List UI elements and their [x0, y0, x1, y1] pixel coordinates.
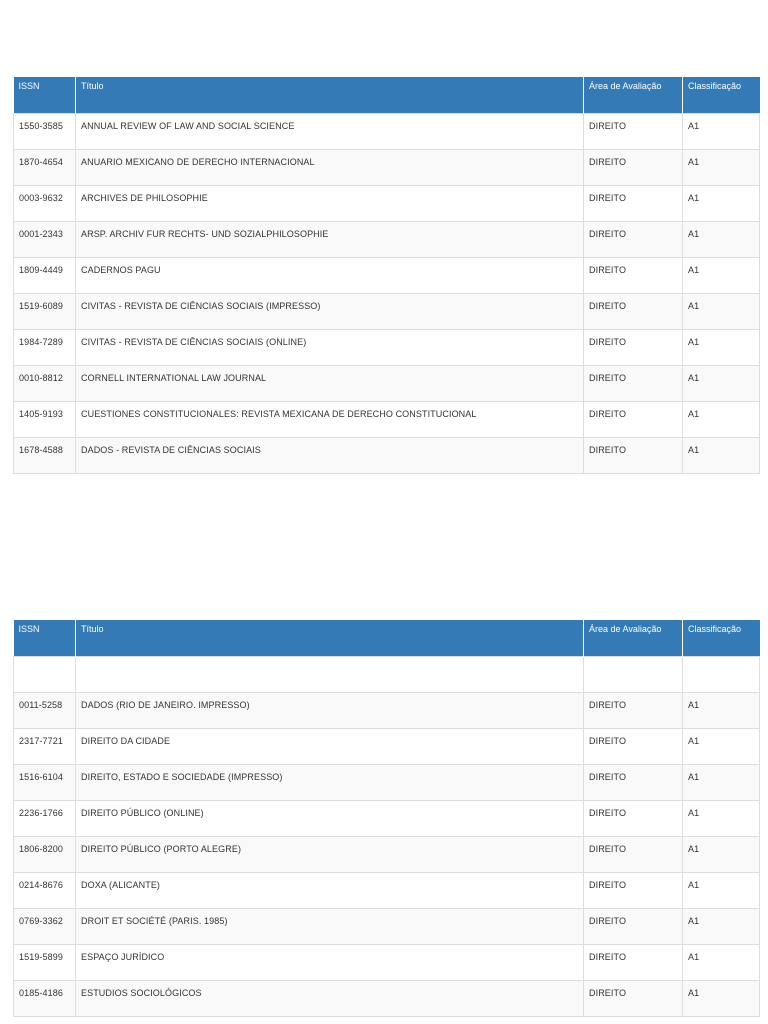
table-row[interactable] — [14, 800, 760, 836]
table-row[interactable] — [14, 872, 760, 908]
cell-issn: 1806-8200 — [14, 836, 76, 872]
cell-area: DIREITO — [584, 257, 683, 293]
cell-area: DIREITO — [584, 365, 683, 401]
cell-titulo: ANNUAL REVIEW OF LAW AND SOCIAL SCIENCE — [76, 113, 584, 149]
cell-area: DIREITO — [584, 401, 683, 437]
table-body — [14, 113, 760, 473]
column-header-area[interactable]: Área de Avaliação — [584, 77, 683, 113]
cell-titulo: DIREITO DA CIDADE — [76, 728, 584, 764]
table-body — [14, 656, 760, 1016]
table-row[interactable] — [14, 221, 760, 257]
cell-classificacao: A1 — [683, 800, 760, 836]
cell-issn: 1550-3585 — [14, 113, 76, 149]
cell-issn: 1809-4449 — [14, 257, 76, 293]
column-header-issn[interactable]: ISSN — [14, 77, 76, 113]
cell-classificacao: A1 — [683, 836, 760, 872]
cell-titulo: ESPAÇO JURÍDICO — [76, 944, 584, 980]
cell-titulo: DADOS - REVISTA DE CIÊNCIAS SOCIAIS — [76, 437, 584, 473]
cell-classificacao: A1 — [683, 329, 760, 365]
table-row[interactable] — [14, 293, 760, 329]
table-row[interactable] — [14, 149, 760, 185]
cell-titulo — [76, 656, 584, 692]
table-row[interactable] — [14, 185, 760, 221]
cell-area: DIREITO — [584, 221, 683, 257]
column-header-titulo[interactable]: Título — [76, 77, 584, 113]
cell-issn: 2236-1766 — [14, 800, 76, 836]
table-row[interactable] — [14, 836, 760, 872]
column-header-titulo[interactable]: Título — [76, 620, 584, 656]
cell-issn: 0214-8676 — [14, 872, 76, 908]
cell-area: DIREITO — [584, 293, 683, 329]
cell-area: DIREITO — [584, 764, 683, 800]
cell-area: DIREITO — [584, 872, 683, 908]
table-row[interactable] — [14, 113, 760, 149]
table-row[interactable] — [14, 908, 760, 944]
cell-classificacao: A1 — [683, 257, 760, 293]
cell-issn: 0010-8812 — [14, 365, 76, 401]
cell-titulo: DROIT ET SOCIÉTÉ (PARIS. 1985) — [76, 908, 584, 944]
cell-titulo: CADERNOS PAGU — [76, 257, 584, 293]
cell-classificacao: A1 — [683, 221, 760, 257]
cell-classificacao: A1 — [683, 365, 760, 401]
cell-area: DIREITO — [584, 692, 683, 728]
cell-issn: 0185-4186 — [14, 980, 76, 1016]
table-row[interactable] — [14, 401, 760, 437]
cell-classificacao: A1 — [683, 401, 760, 437]
cell-classificacao: A1 — [683, 113, 760, 149]
table-row[interactable] — [14, 980, 760, 1016]
cell-classificacao: A1 — [683, 872, 760, 908]
cell-titulo: DIREITO PÚBLICO (ONLINE) — [76, 800, 584, 836]
cell-issn: 2317-7721 — [14, 728, 76, 764]
table-row[interactable] — [14, 764, 760, 800]
cell-area: DIREITO — [584, 836, 683, 872]
cell-classificacao: A1 — [683, 692, 760, 728]
column-header-classificacao[interactable]: Classificação — [683, 77, 760, 113]
cell-area: DIREITO — [584, 800, 683, 836]
cell-classificacao: A1 — [683, 437, 760, 473]
cell-titulo: ARSP. ARCHIV FUR RECHTS- UND SOZIALPHILOSOPHIE — [76, 221, 584, 257]
cell-area: DIREITO — [584, 437, 683, 473]
column-header-issn[interactable]: ISSN — [14, 620, 76, 656]
table-row[interactable] — [14, 728, 760, 764]
cell-issn: 1405-9193 — [14, 401, 76, 437]
cell-issn: 1678-4588 — [14, 437, 76, 473]
cell-issn: 1519-6089 — [14, 293, 76, 329]
table-row[interactable] — [14, 257, 760, 293]
table-row[interactable] — [14, 656, 760, 692]
cell-area — [584, 656, 683, 692]
cell-area: DIREITO — [584, 185, 683, 221]
cell-titulo: ANUARIO MEXICANO DE DERECHO INTERNACIONAL — [76, 149, 584, 185]
cell-titulo: DOXA (ALICANTE) — [76, 872, 584, 908]
cell-area: DIREITO — [584, 113, 683, 149]
cell-issn: 1984-7289 — [14, 329, 76, 365]
cell-titulo: DIREITO PÚBLICO (PORTO ALEGRE) — [76, 836, 584, 872]
journal-table-2 — [13, 620, 760, 1017]
cell-area: DIREITO — [584, 980, 683, 1016]
cell-titulo: DIREITO, ESTADO E SOCIEDADE (IMPRESSO) — [76, 764, 584, 800]
cell-issn: 0003-9632 — [14, 185, 76, 221]
table-row[interactable] — [14, 437, 760, 473]
cell-titulo: ARCHIVES DE PHILOSOPHIE — [76, 185, 584, 221]
cell-issn: 0769-3362 — [14, 908, 76, 944]
table-header-row — [14, 620, 760, 656]
cell-titulo: CORNELL INTERNATIONAL LAW JOURNAL — [76, 365, 584, 401]
cell-titulo: ESTUDIOS SOCIOLÓGICOS — [76, 980, 584, 1016]
cell-classificacao: A1 — [683, 980, 760, 1016]
cell-issn: 1870-4654 — [14, 149, 76, 185]
table-row[interactable] — [14, 329, 760, 365]
cell-classificacao — [683, 656, 760, 692]
column-header-classificacao[interactable]: Classificação — [683, 620, 760, 656]
table-row[interactable] — [14, 365, 760, 401]
table-row[interactable] — [14, 944, 760, 980]
cell-area: DIREITO — [584, 728, 683, 764]
column-header-area[interactable]: Área de Avaliação — [584, 620, 683, 656]
cell-classificacao: A1 — [683, 293, 760, 329]
cell-titulo: CIVITAS - REVISTA DE CIÊNCIAS SOCIAIS (ONLINE) — [76, 329, 584, 365]
cell-classificacao: A1 — [683, 185, 760, 221]
cell-titulo: DADOS (RIO DE JANEIRO. IMPRESSO) — [76, 692, 584, 728]
cell-issn: 1516-6104 — [14, 764, 76, 800]
cell-classificacao: A1 — [683, 944, 760, 980]
cell-area: DIREITO — [584, 149, 683, 185]
cell-area: DIREITO — [584, 329, 683, 365]
cell-titulo: CUESTIONES CONSTITUCIONALES: REVISTA MEXICANA DE DERECHO CONSTITUCIONAL — [76, 401, 584, 437]
cell-titulo: CIVITAS - REVISTA DE CIÊNCIAS SOCIAIS (IMPRESSO) — [76, 293, 584, 329]
table-row[interactable] — [14, 692, 760, 728]
cell-area: DIREITO — [584, 944, 683, 980]
cell-classificacao: A1 — [683, 149, 760, 185]
cell-issn — [14, 656, 76, 692]
cell-issn: 1519-5899 — [14, 944, 76, 980]
cell-classificacao: A1 — [683, 728, 760, 764]
journal-table-1 — [13, 77, 760, 474]
cell-issn: 0011-5258 — [14, 692, 76, 728]
cell-classificacao: A1 — [683, 764, 760, 800]
cell-classificacao: A1 — [683, 908, 760, 944]
cell-area: DIREITO — [584, 908, 683, 944]
cell-issn: 0001-2343 — [14, 221, 76, 257]
table-header-row — [14, 77, 760, 113]
